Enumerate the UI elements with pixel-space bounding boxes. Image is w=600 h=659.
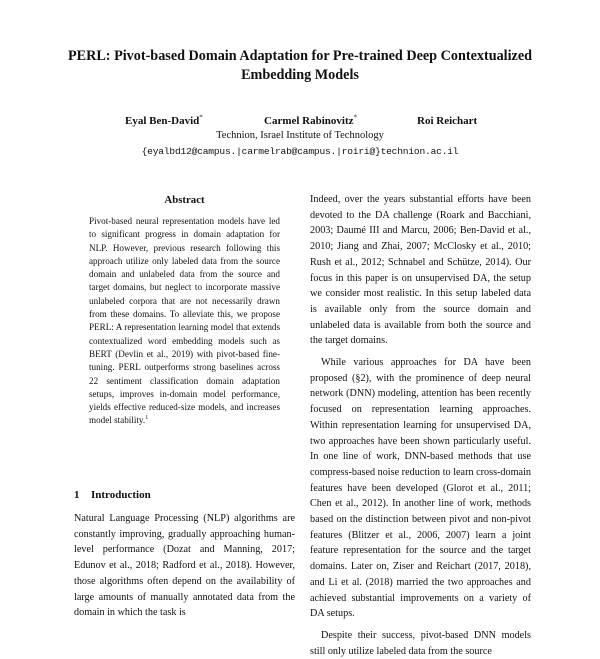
abstract-heading: Abstract [164,194,205,206]
section-number: 1 [74,489,80,501]
author-3-name: Roi Reichart [417,115,478,127]
author-1-mark: * [199,113,203,122]
author-3 [417,114,477,128]
section-heading-introduction [74,489,295,502]
abstract-footnote-mark: 1 [145,415,149,422]
introduction-body [74,511,295,621]
author-2 [264,114,357,128]
abstract-text: Pivot-based neural representation models have led to significant progress in domain adaptation for NLP. However, previous research following this approach utilize only labeled data from the source domain and unlabeled data from the source and target domains, but neglect to incorporate massive unlabeled corpora that are not necessarily drawn from these domains. To alleviate this, we propose PERL: A representation learning model that extends contextualized word embedding models such as BERT (Devlin et al., 2019) with pivot-based fine-tuning. PERL outperforms strong baselines across 22 sentiment classification domain adaptation setups, improves in-domain model performance, yields effective reduced-size models, and increases model stability. [89,216,280,426]
affiliation: Technion, Israel Institute of Technology [216,130,384,141]
section-title: Introduction [91,489,151,501]
author-1 [125,114,203,128]
right-column-text [310,192,531,659]
right-paragraph-1: Indeed, over the years substantial efforts have been devoted to the DA challenge (Roark and Bacchiani, 2003; Daumé III and Marcu, 2006; Ben-David et al., 2010; Jiang and Zhai, 2007; McClosky et al., 2010; Rush et al., 2012; Schnabel and Schütze, 2014). Our focus in this paper is on unsupervised DA, the setup we consider most realistic. In this setup labeled data is available only from the source domain and unlabeled data is available from both the source and the target domains. [310,194,531,347]
introduction-paragraph: Natural Language Processing (NLP) algorithms are constantly improving, gradually approaching human-level performance (Dozat and Manning, 2017; Edunov et al., 2018; Radford et al., 2018). However, those algorithms often depend on the availability of large amounts of manually annotated data from the domain in which the task is [74,513,295,619]
author-2-name: Carmel Rabinovitz [264,115,354,127]
paper-title: PERL: Pivot-based Domain Adaptation for Pre-trained Deep Contextualized Embedding Models [67,48,533,83]
right-paragraph-3: Despite their success, pivot-based DNN models still only utilize labeled data from the source [310,629,531,657]
author-2-mark: * [353,113,358,122]
abstract-body [89,215,280,428]
author-emails: {eyalbd12@campus.|carmelrab@campus.|roiri@}technion.ac.il [141,146,459,157]
right-paragraph-2: While various approaches for DA have been proposed (§2), with the prominence of deep neural network (DNN) modeling, attention has been recently focused on representation learning approaches. Within representation learning for unsupervised DA, two approaches have been shown particularly useful. In one line of work, DNN-based methods that use compress-based noise reduction to learn cross-domain features have been developed (Glorot et al., 2011; Chen et al., 2012). In another line of work, methods based on the distinction between pivot and non-pivot features (Blitzer et al., 2006, 2007) learn a joint feature representation for the source and the target domains. Later on, Ziser and Reichart (2017, 2018), and Li et al. (2018) married the two approaches and achieved substantial improvements on a variety of DA setups. [310,357,531,620]
author-1-name: Eyal Ben-David [125,115,200,127]
